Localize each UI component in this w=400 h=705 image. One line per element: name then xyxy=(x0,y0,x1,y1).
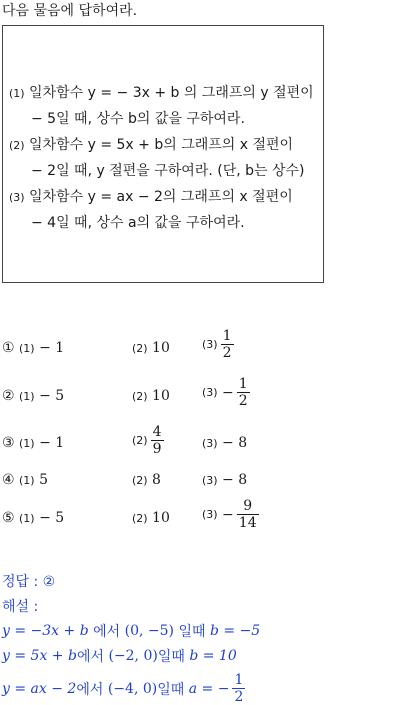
choice-2-part-3: (3) − $\frac{1}{2}$ xyxy=(202,376,248,409)
explanation-label: 해설 : xyxy=(2,599,39,615)
choice-4-part-3: (3) − 8 xyxy=(202,472,248,488)
question-line-1: (1) 일차함수 y = − 3x + b 의 그래프의 y 절편이 xyxy=(9,85,314,101)
question-line-4: − 2일 때, y 절편을 구하여라. (단, b는 상수) xyxy=(31,163,305,179)
choice-2-part-2: (2) 10 xyxy=(132,388,170,404)
explanation-line-1: y = −3x + b 에서 (0, −5) 일때 b = −5 xyxy=(2,623,261,640)
question-line-2: − 5일 때, 상수 b의 값을 구하여라. xyxy=(31,111,245,127)
choice-1-part-2: (2) 10 xyxy=(132,340,170,356)
explanation-line-2: y = 5x + b 에서 (−2, 0) 일때 b = 10 xyxy=(2,648,237,665)
choice-5-part-3: (3) − $\frac{9}{14}$ xyxy=(202,498,257,531)
question-box xyxy=(2,25,324,283)
choice-5[interactable]: ⑤ (1) − 5 xyxy=(2,510,65,526)
choice-5-part-2: (2) 10 xyxy=(132,510,170,526)
question-line-3: (2) 일차함수 y = 5x + b의 그래프의 x 절편이 xyxy=(9,137,294,153)
choice-3-part-2: (2) $\frac{4}{9}$ xyxy=(132,424,162,457)
instruction-title: 다음 물음에 답하여라. xyxy=(2,3,138,19)
choice-4[interactable]: ④ (1) 5 xyxy=(2,472,48,488)
question-line-5: (3) 일차함수 y = ax − 2의 그래프의 x 절편이 xyxy=(9,189,293,205)
choice-3[interactable]: ③ (1) − 1 xyxy=(2,435,65,451)
choice-2[interactable]: ② (1) − 5 xyxy=(2,388,65,404)
choice-1-part-3: (3) $\frac{1}{2}$ xyxy=(202,328,232,361)
choice-4-part-2: (2) 8 xyxy=(132,472,161,488)
explanation-line-3: y = ax − 2 에서 (−4, 0) 일때 a = − $\frac{1}{2}$ xyxy=(2,672,244,705)
answer-label: 정답 : ② xyxy=(2,574,56,590)
choice-1[interactable]: ① (1) − 1 xyxy=(2,340,65,356)
choice-3-part-3: (3) − 8 xyxy=(202,435,248,451)
question-line-6: − 4일 때, 상수 a의 값을 구하여라. xyxy=(31,215,245,231)
